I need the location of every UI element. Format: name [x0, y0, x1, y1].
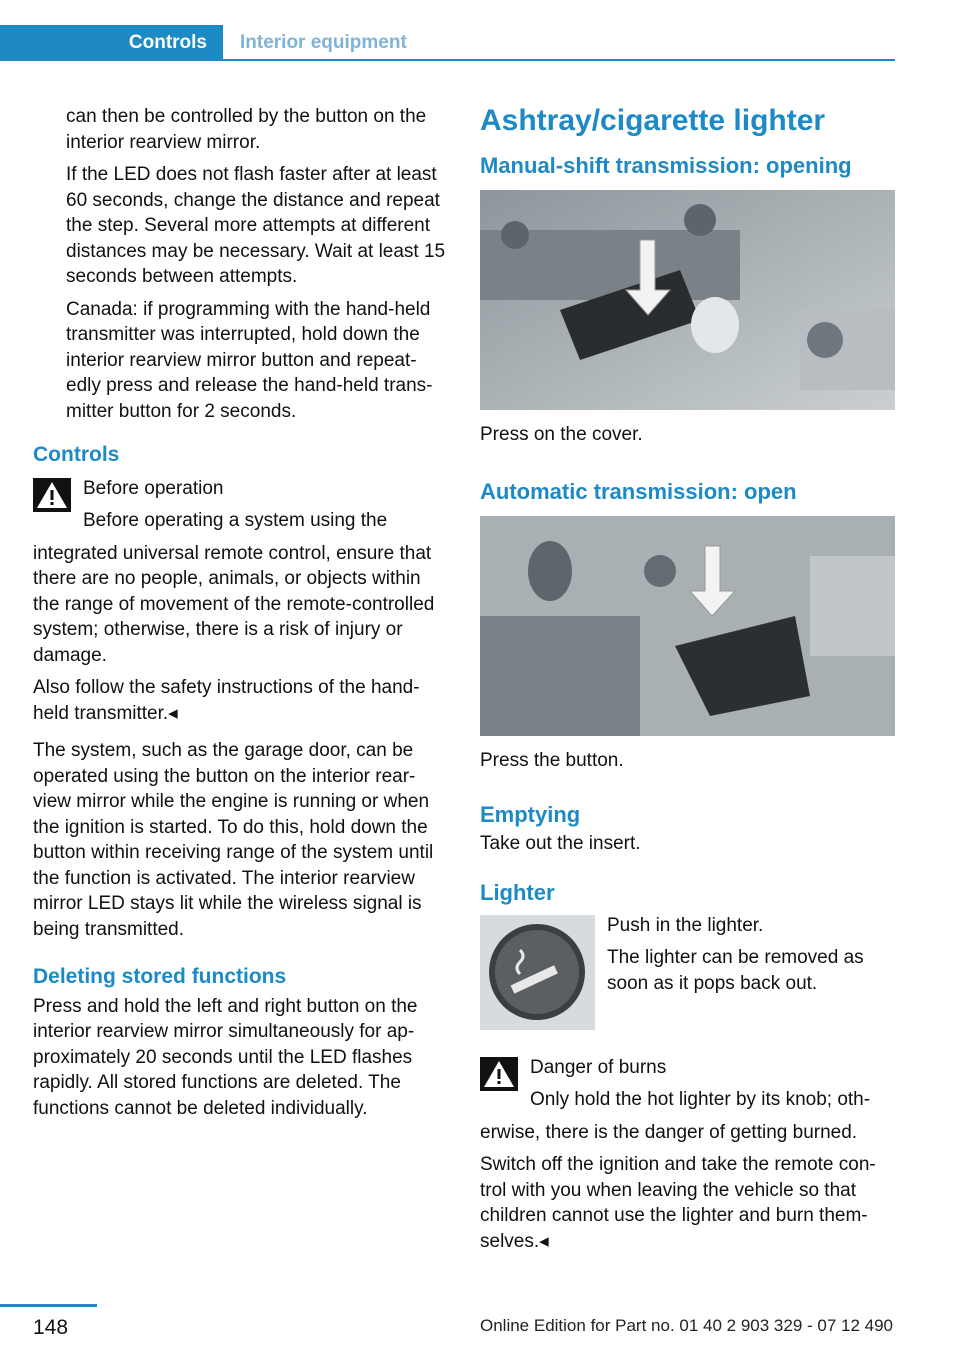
footer-rule [0, 1304, 97, 1307]
warning-lead: Before operating a system using the [83, 510, 388, 531]
cigarette-lighter-icon [480, 915, 595, 1030]
danger-body: erwise, there is the danger of getting burned. [480, 1121, 858, 1143]
warning-icon [480, 1057, 518, 1091]
header-rule [223, 59, 895, 61]
warning-title: Before operation [83, 477, 224, 499]
page-header [0, 25, 895, 61]
page-number: 148 [33, 1316, 69, 1339]
deleting-heading: Deleting stored functions [33, 965, 287, 988]
emptying-text: Take out the insert. [480, 833, 641, 854]
manual-caption: Press on the cover. [480, 424, 643, 445]
danger-lead: Only hold the hot lighter by its knob; oth- [530, 1089, 871, 1110]
warning-body: integrated universal remote control, ensure that there are no people, animals, or objects within the range of movement of the remote-controlled system; otherwise, there is a risk of injury or damage. [33, 542, 435, 666]
edition-text: Online Edition for Part no. 01 40 2 903 329 - 07 12 490 [480, 1316, 894, 1335]
danger-title: Danger of burns [530, 1056, 667, 1078]
danger-follow: Switch off the ignition and take the remote con-trol with you when leaving the vehicle so that children cannot use the lighter and burn them-selves.◂ [480, 1154, 876, 1252]
controls-heading: Controls [33, 443, 120, 466]
automatic-ashtray-photo [480, 516, 895, 736]
danger-block [480, 1055, 900, 1113]
auto-heading: Automatic transmission: open [480, 478, 797, 504]
paragraph: can then be controlled by the button on the interior rearview mirror. [66, 106, 427, 153]
lighter-text [607, 913, 897, 1004]
lighter-step-1: Push in the lighter. [607, 914, 764, 936]
header-subsection-tab[interactable]: Interior equipment [240, 32, 407, 53]
manual-heading: Manual-shift transmission: opening [480, 153, 852, 178]
warning-follow: Also follow the safety instructions of the hand-held transmitter.◂ [33, 677, 420, 724]
auto-caption: Press the button. [480, 749, 624, 771]
paragraph: The system, such as the garage door, can be operated using the button on the interior rear-view mirror while the engine is running or when the ignition is started. To do this, hold down the button within receiving range of the system until the function is activated. The interior rearview mirror LED stays lit while the wireless signal is being transmitted. [33, 740, 434, 940]
right-column [480, 104, 900, 1261]
manual-ashtray-photo [480, 190, 895, 410]
header-section-tab[interactable]: Controls [0, 25, 223, 61]
warning-icon [33, 478, 71, 512]
paragraph: If the LED does not flash faster after at least 60 seconds, change the distance and repeat the step. Several more attempts at different distances may be necessary. Wait at least 15 seconds between attempts. [66, 164, 446, 287]
section-title: Ashtray/cigarette lighter [480, 104, 826, 137]
emptying-heading: Emptying [480, 802, 581, 827]
lighter-step-2: The lighter can be removed as soon as it pops back out. [607, 947, 864, 994]
warning-block [33, 476, 451, 534]
lighter-heading: Lighter [480, 879, 555, 905]
paragraph: Canada: if programming with the hand-held transmitter was interrupted, hold down the interior rearview mirror button and repeat-edly press and release the hand-held trans-mitter button for 2 seconds. [66, 298, 433, 422]
paragraph: Press and hold the left and right button on the interior rearview mirror simultaneously for ap-proximately 20 seconds until the LED flashes rapidly. All stored functions are deleted. The functions cannot be deleted individually. [33, 995, 418, 1119]
lighter-block [480, 915, 900, 1035]
left-column [33, 104, 451, 1128]
